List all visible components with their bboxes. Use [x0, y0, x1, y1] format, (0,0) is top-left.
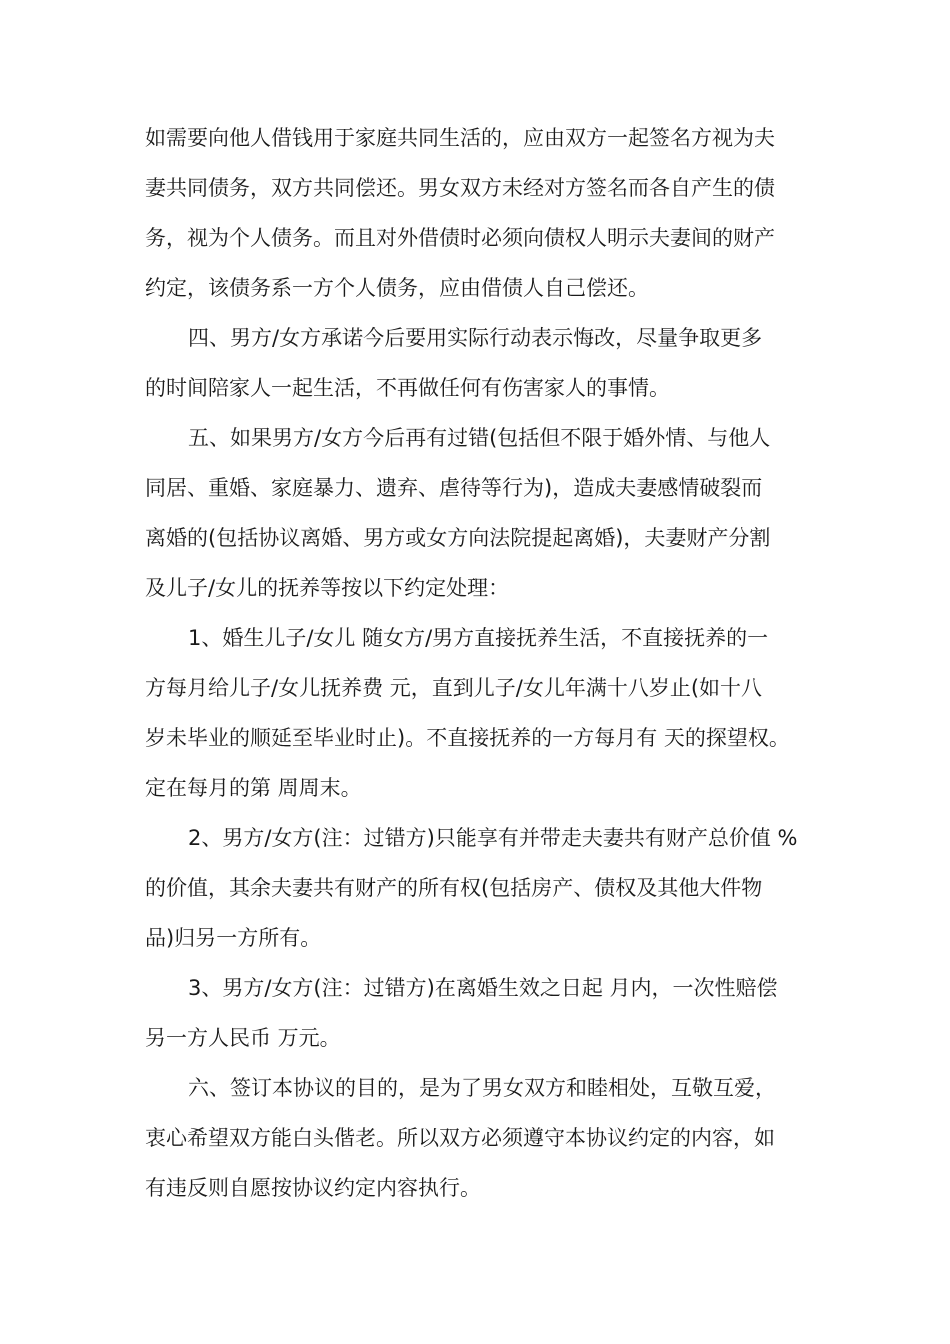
text-line: 定在每月的第 周周末。 — [145, 776, 362, 800]
text-line: 方每月给儿子/女儿抚养费 元，直到儿子/女儿年满十八岁止(如十八 — [145, 676, 763, 700]
text-line: 约定，该债务系一方个人债务，应由借债人自己偿还。 — [145, 276, 649, 300]
text-line: 务，视为个人债务。而且对外借债时必须向债权人明示夫妻间的财产 — [145, 226, 775, 250]
text-line: 岁未毕业的顺延至毕业时止)。不直接抚养的一方每月有 天的探望权。 — [145, 726, 790, 750]
paragraph-five-start: 五、如果男方/女方今后再有过错(包括但不限于婚外情、与他人 — [188, 426, 771, 450]
paragraph-four-start: 四、男方/女方承诺今后要用实际行动表示悔改，尽量争取更多 — [188, 326, 763, 350]
text-line: 的价值，其余夫妻共有财产的所有权(包括房产、债权及其他大件物 — [145, 876, 763, 900]
clause-one-start: 1、婚生儿子/女儿 随女方/男方直接抚养生活，不直接抚养的一 — [188, 626, 769, 650]
clause-two-start: 2、男方/女方(注：过错方)只能享有并带走夫妻共有财产总价值 % — [188, 826, 798, 850]
clause-three-start: 3、男方/女方(注：过错方)在离婚生效之日起 月内，一次性赔偿 — [188, 976, 778, 1000]
text-line: 的时间陪家人一起生活，不再做任何有伤害家人的事情。 — [145, 376, 670, 400]
text-line: 衷心希望双方能白头偕老。所以双方必须遵守本协议约定的内容，如 — [145, 1126, 775, 1150]
paragraph-six-start: 六、签订本协议的目的，是为了男女双方和睦相处，互敬互爱， — [188, 1076, 776, 1100]
text-line: 如需要向他人借钱用于家庭共同生活的，应由双方一起签名方视为夫 — [145, 126, 775, 150]
text-line: 离婚的(包括协议离婚、男方或女方向法院提起离婚)，夫妻财产分割 — [145, 526, 771, 550]
document-body — [145, 113, 830, 1213]
text-line: 品)归另一方所有。 — [145, 926, 322, 950]
text-line: 同居、重婚、家庭暴力、遗弃、虐待等行为)，造成夫妻感情破裂而 — [145, 476, 763, 500]
text-line: 有违反则自愿按协议约定内容执行。 — [145, 1176, 481, 1200]
text-line: 另一方人民币 万元。 — [145, 1026, 341, 1050]
text-line: 及儿子/女儿的抚养等按以下约定处理： — [145, 576, 510, 600]
text-line: 妻共同债务，双方共同偿还。男女双方未经对方签名而各自产生的债 — [145, 176, 775, 200]
